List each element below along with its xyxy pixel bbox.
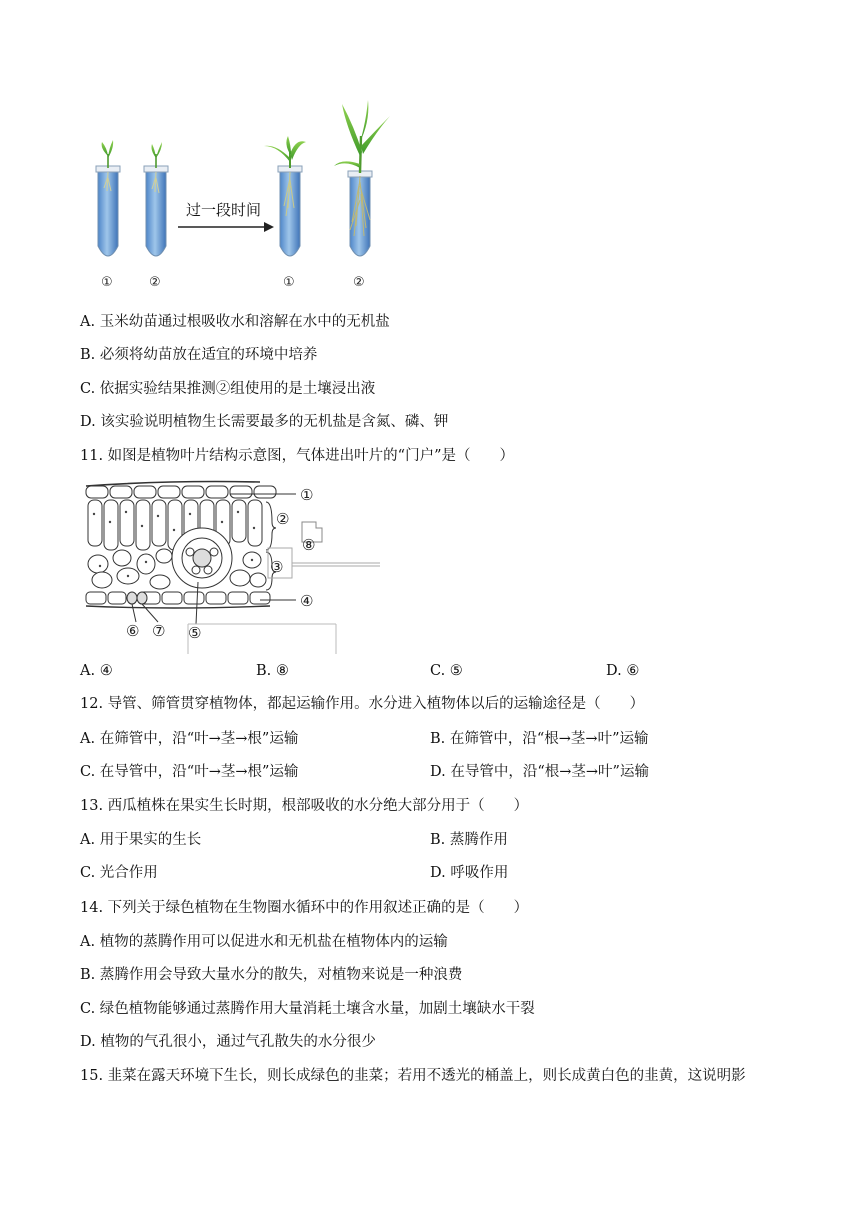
q13-option-b: B. 蒸腾作用	[430, 832, 508, 848]
q10-option-a: A. 玉米幼苗通过根吸收水和溶解在水中的无机盐	[80, 314, 390, 330]
q14-option-d: D. 植物的气孔很小，通过气孔散失的水分很少	[80, 1034, 376, 1050]
q11-option-c: C. ⑤	[430, 663, 463, 679]
q11-option-b: B. ⑧	[256, 663, 289, 679]
tube-2-after	[334, 100, 390, 256]
leaf-label-7: ⑦	[152, 622, 166, 640]
q13-option-a: A. 用于果实的生长	[80, 832, 202, 848]
tube-label-1-before: ①	[101, 275, 113, 290]
lower-epidermis	[86, 592, 270, 608]
tube-2-before	[144, 142, 168, 256]
arrow-caption: 过一段时间	[186, 201, 262, 219]
time-passes-arrow	[178, 222, 274, 232]
leaf-label-5: ⑤	[188, 624, 202, 642]
q11-stem: 11. 如图是植物叶片结构示意图，气体进出叶片的“门户”是（ ）	[80, 448, 514, 464]
q14-option-b: B. 蒸腾作用会导致大量水分的散失，对植物来说是一种浪费	[80, 967, 463, 983]
tube-1-after	[264, 136, 306, 256]
leaf-vein	[172, 528, 232, 588]
q14-option-c: C. 绿色植物能够通过蒸腾作用大量消耗土壤含水量，加剧土壤缺水干裂	[80, 1001, 535, 1017]
q12-stem: 12. 导管、筛管贯穿植物体，都起运输作用。水分进入植物体以后的运输途径是（ ）	[80, 696, 645, 712]
tube-label-2-before: ②	[149, 275, 161, 290]
tube-label-2-after: ②	[353, 275, 365, 290]
q10-option-d: D. 该实验说明植物生长需要最多的无机盐是含氮、磷、钾	[80, 414, 449, 430]
q12-option-a: A. 在筛管中，沿“叶→茎→根”运输	[80, 731, 299, 747]
seedling-experiment-figure	[80, 96, 400, 292]
q14-stem: 14. 下列关于绿色植物在生物圈水循环中的作用叙述正确的是（ ）	[80, 900, 529, 916]
q13-stem: 13. 西瓜植株在果实生长时期，根部吸收的水分绝大部分用于（ ）	[80, 798, 529, 814]
q12-option-d: D. 在导管中，沿“根→茎→叶”运输	[430, 764, 649, 780]
leaf-label-2: ②	[276, 510, 290, 528]
palisade-layer	[88, 500, 262, 550]
leaf-label-6: ⑥	[126, 622, 140, 640]
q10-option-b: B. 必须将幼苗放在适宜的环境中培养	[80, 347, 318, 363]
leaf-label-1: ①	[300, 486, 314, 504]
tube-label-1-after: ①	[283, 275, 295, 290]
upper-epidermis	[86, 482, 276, 499]
leaf-structure-figure	[80, 478, 390, 654]
q11-option-d: D. ⑥	[606, 663, 640, 679]
q13-option-d: D. 呼吸作用	[430, 865, 509, 881]
stoma	[127, 592, 147, 604]
leaf-label-8: ⑧	[302, 536, 316, 554]
q12-option-b: B. 在筛管中，沿“根→茎→叶”运输	[430, 731, 649, 747]
q11-option-a: A. ④	[80, 663, 113, 679]
leaf-label-3: ③	[270, 558, 284, 576]
q14-option-a: A. 植物的蒸腾作用可以促进水和无机盐在植物体内的运输	[80, 934, 448, 950]
q13-option-c: C. 光合作用	[80, 865, 158, 881]
q10-option-c: C. 依据实验结果推测②组使用的是土壤浸出液	[80, 381, 376, 397]
leaf-label-4: ④	[300, 592, 314, 610]
tube-1-before	[96, 140, 120, 256]
q12-option-c: C. 在导管中，沿“叶→茎→根”运输	[80, 764, 299, 780]
q15-stem: 15. 韭菜在露天环境下生长，则长成绿色的韭菜；若用不透光的桶盖上，则长成黄白色的韭黄，这说明影	[80, 1068, 746, 1084]
